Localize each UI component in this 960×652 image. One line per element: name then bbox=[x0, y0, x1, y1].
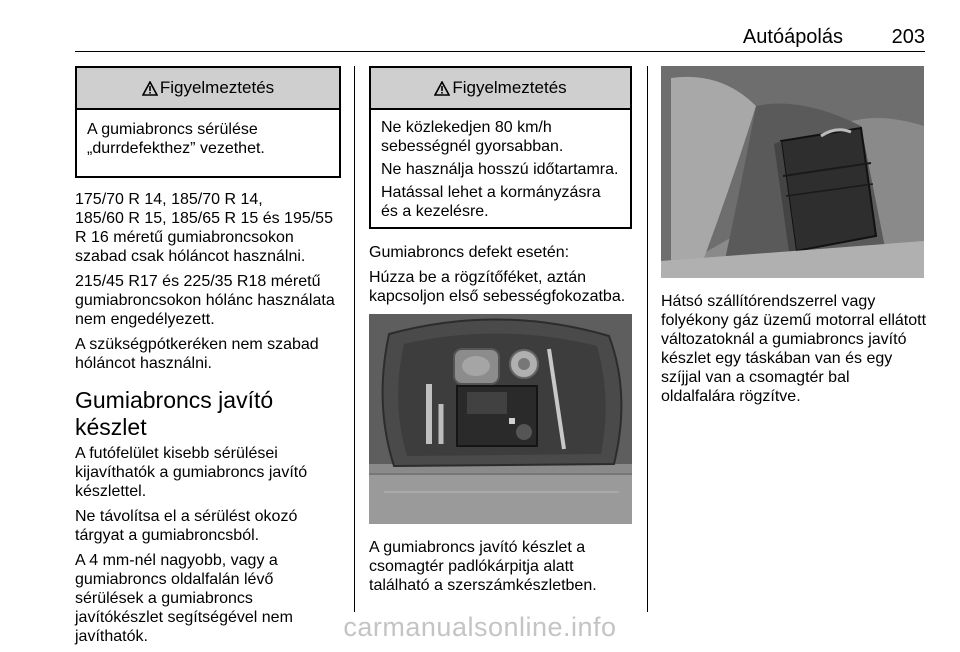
column-1 bbox=[75, 66, 341, 652]
trunk-bag-illustration bbox=[661, 66, 924, 278]
warning-heading: Figyelmeztetés bbox=[452, 78, 567, 97]
section-heading: Gumiabroncs javító készlet bbox=[75, 387, 274, 440]
repair-kit-illustration bbox=[369, 314, 632, 524]
warning-line: Ne közlekedjen 80 km/h sebességnél gyorsabban. bbox=[381, 119, 564, 155]
column-divider bbox=[647, 66, 648, 612]
paragraph: A 4 mm-nél nagyobb, vagy a gumiabroncs oldalfalán lévő sérülések a gumiabroncs javítókészlet segítségével nem javíthatók. bbox=[75, 552, 293, 645]
paragraph: A szükségpótkeréken nem szabad hóláncot használni. bbox=[75, 336, 319, 372]
repair-kit-photo bbox=[369, 314, 632, 524]
paragraph: Gumiabroncs defekt esetén: bbox=[369, 244, 570, 261]
column-3 bbox=[661, 66, 927, 412]
warning-body bbox=[371, 110, 630, 227]
watermark: carmanualsonline.info bbox=[343, 612, 617, 642]
warning-triangle-icon bbox=[434, 81, 450, 96]
paragraph: Húzza be a rögzítőféket, aztán kapcsoljon első sebességfokozatba. bbox=[369, 269, 626, 305]
paragraph: 185/60 R 15, 185/65 R 15 és 195/55 R 16 méretű gumiabroncsokon szabad csak hóláncot használni. bbox=[75, 210, 333, 265]
warning-box bbox=[75, 66, 341, 178]
paragraph: A futófelület kisebb sérülései kijavíthatók a gumiabroncs javító készlettel. bbox=[75, 445, 308, 500]
warning-line: „durrdefekthez” vezethet. bbox=[87, 140, 265, 157]
column-divider bbox=[354, 66, 355, 612]
photo-caption: A gumiabroncs javító készlet a csomagtér padlókárpitja alatt található a szerszámkészletben. bbox=[369, 539, 597, 594]
warning-line: A gumiabroncs sérülése bbox=[87, 121, 258, 138]
page-header bbox=[75, 26, 925, 52]
section-title-header: Autóápolás bbox=[742, 26, 843, 48]
warning-header bbox=[371, 68, 630, 110]
warning-line: Ne használja hosszú időtartamra. bbox=[381, 161, 619, 178]
column-2 bbox=[369, 66, 632, 601]
warning-body bbox=[77, 110, 339, 176]
warning-header bbox=[77, 68, 339, 110]
photo-caption: Hátsó szállítórendszerrel vagy folyékony gáz üzemű motorral ellátott változatoknál a gumiabroncs javító készlet egy táskában van és egy szíjjal van a csomagtér bal oldalfalára rögzítve. bbox=[661, 293, 927, 405]
paragraph: 175/70 R 14, 185/70 R 14, bbox=[75, 191, 263, 208]
header-rule bbox=[75, 51, 925, 52]
trunk-bag-photo bbox=[661, 66, 924, 278]
paragraph: Ne távolítsa el a sérülést okozó tárgyat a gumiabroncsból. bbox=[75, 508, 298, 544]
warning-box bbox=[369, 66, 632, 229]
paragraph: 215/45 R17 és 225/35 R18 méretű gumiabroncsokon hólánc használata nem engedélyezett. bbox=[75, 273, 335, 328]
warning-line: Hatással lehet a kormányzásra és a kezelésre. bbox=[381, 184, 601, 220]
warning-triangle-icon bbox=[142, 81, 158, 96]
page-number: 203 bbox=[891, 26, 925, 48]
warning-heading: Figyelmeztetés bbox=[159, 78, 275, 97]
